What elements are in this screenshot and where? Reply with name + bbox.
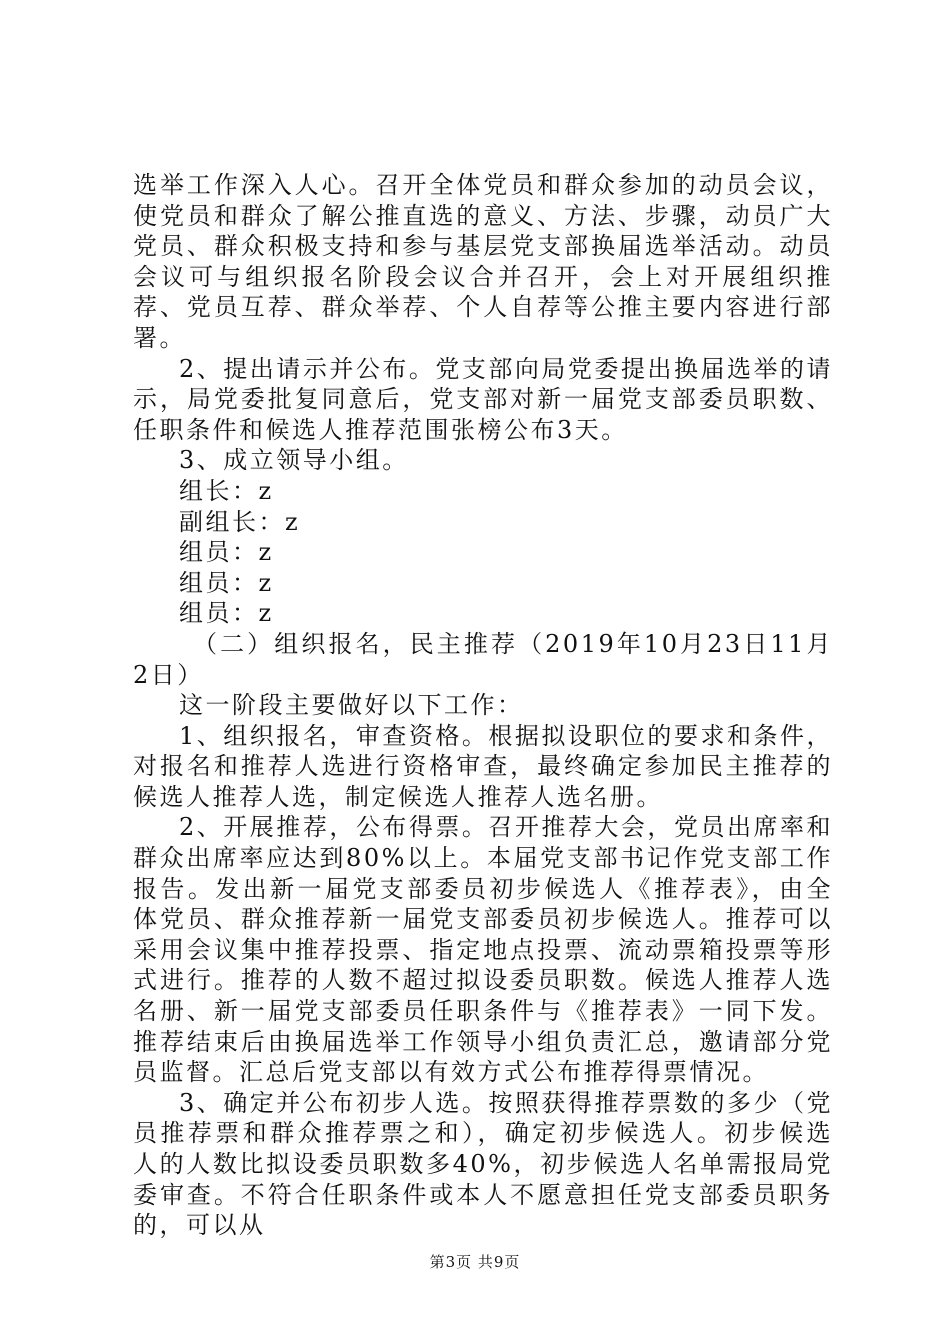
paragraph-preliminary-candidates: 3、确定并公布初步人选。按照获得推荐票数的多少（党员推荐票和群众推荐票之和），确定初步候选人。初步候选人的人数比拟设委员职数多40%，初步候选人名单需报局党委审查。不符合任职条件或本人不愿意担任党支部委员职务的，可以从 [133,1088,833,1240]
paragraph-request: 2、提出请示并公布。党支部向局党委提出换届选举的请示，局党委批复同意后，党支部对新一届党支部委员职数、任职条件和候选人推荐范围张榜公布3天。 [133,354,833,444]
member-2: 组员：z [179,568,274,597]
member-1: 组员：z [179,538,274,567]
paragraph-stage-intro: 这一阶段主要做好以下工作： [179,691,524,720]
paragraph-recommendation: 2、开展推荐，公布得票。召开推荐大会，党员出席率和群众出席率应达到80%以上。本届党支部书记作党支部工作报告。发出新一届党支部委员初步候选人《推荐表》，由全体党员、群众推荐新一届党支部委员初步候选人。推荐可以采用会议集中推荐投票、指定地点投票、流动票箱投票等形式进行。推荐的人数不超过拟设委员职数。候选人推荐人选名册、新一届党支部委员任职条件与《推荐表》一同下发。推荐结束后由换届选举工作领导小组负责汇总，邀请部分党员监督。汇总后党支部以有效方式公布推荐得票情况。 [133,813,833,1087]
paragraph-leadership-group: 3、成立领导小组。 [179,446,409,475]
member-3: 组员：z [179,599,274,628]
member-leader: 组长：z [179,476,274,505]
page-number-footer: 第3页 共9页 [429,1253,521,1271]
document-body [133,170,833,1241]
member-deputy-leader: 副组长：z [179,507,301,536]
paragraph-registration: 1、组织报名，审查资格。根据拟设职位的要求和条件，对报名和推荐人选进行资格审查，最终确定参加民主推荐的候选人推荐人选，制定候选人推荐人选名册。 [133,721,833,811]
paragraph-intro: 选举工作深入人心。召开全体党员和群众参加的动员会议，使党员和群众了解公推直选的意义、方法、步骤，动员广大党员、群众积极支持和参与基层党支部换届选举活动。动员会议可与组织报名阶段会议合并召开，会上对开展组织推荐、党员互荐、群众举荐、个人自荐等公推主要内容进行部署。 [133,171,833,352]
section-heading: （二）组织报名，民主推荐（2019年10月23日11月2日） [133,629,833,689]
